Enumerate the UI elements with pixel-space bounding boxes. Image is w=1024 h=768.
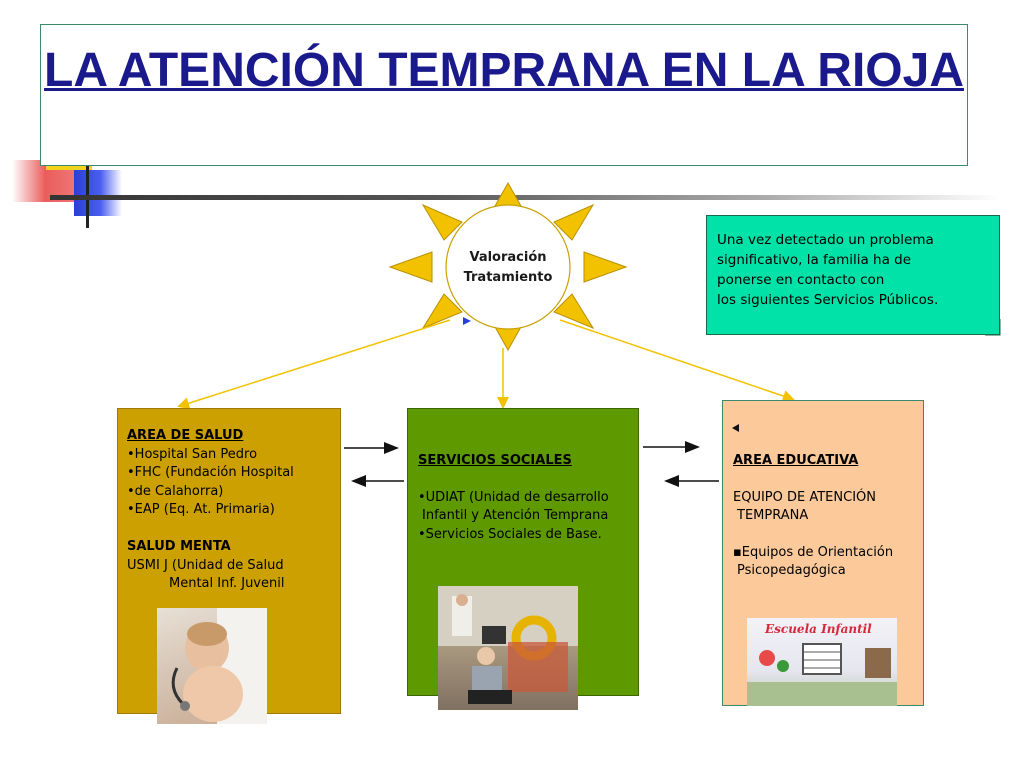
photo-escuela-infantil	[747, 618, 897, 706]
info-note	[706, 215, 1000, 335]
sun-label-valoracion: Valoración	[469, 250, 547, 265]
photo-baby-doctor	[157, 608, 267, 724]
edu-heading: AREA EDUCATIVA	[733, 453, 859, 468]
photo-therapy-room	[438, 586, 578, 710]
small-left-triangle	[731, 423, 741, 433]
note-line: Una vez detectado un problema	[717, 232, 934, 248]
edu-line: TEMPRANA	[737, 508, 809, 524]
salud-heading: AREA DE SALUD	[127, 428, 244, 443]
arrow-to-salud	[180, 320, 450, 406]
sun-ray	[390, 252, 432, 282]
social-heading: SERVICIOS SOCIALES	[418, 453, 572, 468]
edu-item: ▪Equipos de Orientación	[733, 544, 894, 560]
social-item: •Servicios Sociales de Base.	[418, 526, 602, 542]
info-note-text	[717, 230, 997, 310]
salud-mental-heading: SALUD MENTA	[127, 538, 231, 554]
salud-item: Mental Inf. Juvenil	[169, 576, 285, 592]
note-line: significativo, la familia ha de	[717, 252, 912, 268]
school-sign-text: Escuela Infantil	[765, 622, 872, 636]
social-item: Infantil y Atención Temprana	[422, 508, 609, 524]
social-item: •UDIAT (Unidad de desarrollo	[418, 489, 609, 505]
sun-label-tratamiento: Tratamiento	[463, 270, 553, 285]
small-blue-triangle	[463, 317, 471, 325]
edu-item: Psicopedagógica	[737, 563, 846, 579]
sun-label	[448, 248, 568, 288]
salud-item: •EAP (Eq. At. Primaria)	[127, 502, 275, 518]
salud-item: •FHC (Fundación Hospital	[127, 465, 294, 481]
note-line: los siguientes Servicios Públicos.	[717, 292, 939, 308]
note-line: ponerse en contacto con	[717, 272, 885, 288]
salud-item: USMI J (Unidad de Salud	[127, 557, 284, 573]
salud-item: •Hospital San Pedro	[127, 446, 258, 462]
salud-item: •de Calahorra)	[127, 483, 224, 499]
edu-line: EQUIPO DE ATENCIÓN	[733, 489, 876, 505]
slide-title: LA ATENCIÓN TEMPRANA EN LA RIOJA	[44, 44, 964, 97]
sun-ray	[584, 252, 626, 282]
